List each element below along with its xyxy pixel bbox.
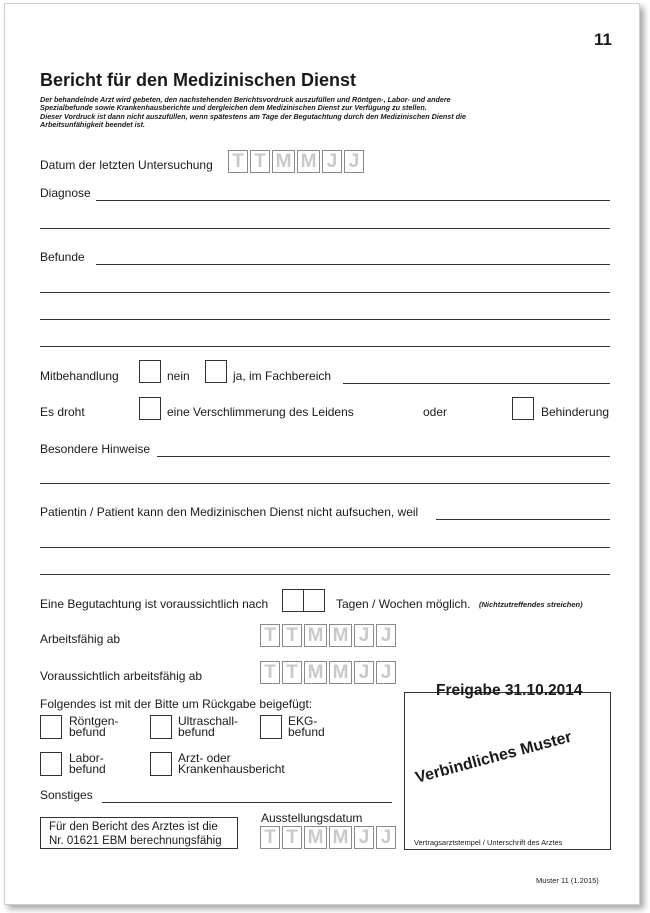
- date-cell: M: [329, 826, 352, 849]
- ebm-note-line: Für den Bericht des Arztes ist die: [49, 821, 218, 833]
- arztbericht-label: [178, 753, 285, 775]
- hinweise-label: Besondere Hinweise: [40, 442, 151, 456]
- labor-label: [69, 753, 106, 775]
- date-cell: J: [376, 661, 396, 684]
- beigefuegt-label: Folgendes ist mit der Bitte um Rückgabe beigefügt:: [40, 697, 313, 711]
- attachment-line: Arzt- oder: [178, 751, 231, 765]
- sonstiges-line[interactable]: [102, 802, 392, 803]
- date-cell: M: [304, 661, 327, 684]
- attachment-line: befund: [178, 725, 215, 739]
- patient-reason-line[interactable]: [40, 574, 610, 575]
- befunde-label: Befunde: [40, 250, 85, 264]
- intro-line: Spezialbefunde sowie Krankenhausberichte und dergleichen dem Medizinischen Dienst zur Verfügung zu stellen.: [40, 103, 427, 113]
- attachment-line: Labor-: [69, 751, 104, 765]
- date-cell: T: [260, 624, 280, 647]
- intro-line: Der behandelnde Arzt wird gebeten, den nachstehenden Berichtsvordruck auszufüllen und Röntgen-, Labor- und andere: [40, 95, 451, 104]
- date-cell: M: [272, 150, 295, 173]
- begutachtung-label: Eine Begutachtung ist voraussichtlich nach: [40, 597, 269, 611]
- mitbehandlung-label: Mitbehandlung: [40, 369, 119, 383]
- ausstellungsdatum-label: Ausstellungsdatum: [261, 811, 363, 825]
- date-cell: M: [329, 624, 352, 647]
- voraussichtlich-date-field[interactable]: [260, 661, 396, 684]
- sonstiges-label: Sonstiges: [40, 788, 93, 802]
- form-footer: Muster 11 (1.2015): [536, 876, 599, 885]
- behinderung-label: Behinderung: [541, 405, 610, 419]
- voraussichtlich-label: Voraussichtlich arbeitsfähig ab: [40, 669, 203, 683]
- behinderung-checkbox[interactable]: [512, 397, 534, 420]
- date-cell: M: [297, 150, 320, 173]
- nichtzutreffendes-note: (Nichtzutreffendes streichen): [479, 600, 583, 609]
- ebm-note-line: Nr. 01621 EBM berechnungsfähig: [49, 835, 222, 847]
- date-cell: J: [344, 150, 364, 173]
- attachment-line: Krankenhausbericht: [178, 762, 285, 776]
- oder-label: oder: [423, 405, 448, 419]
- date-cell: M: [304, 624, 327, 647]
- roentgen-checkbox[interactable]: [40, 715, 62, 739]
- begutachtung-digit-2[interactable]: [303, 589, 325, 612]
- mitbehandlung-nein-checkbox[interactable]: [139, 360, 161, 383]
- befunde-line[interactable]: [96, 264, 610, 265]
- arbeitsfaehig-date-field[interactable]: [260, 624, 396, 647]
- hinweise-line[interactable]: [40, 483, 610, 484]
- date-cell: M: [304, 826, 327, 849]
- last-exam-label: Datum der letzten Untersuchung: [40, 158, 213, 172]
- stamp-caption: Vertragsarztstempel / Unterschrift des Arztes: [414, 838, 563, 847]
- arztbericht-checkbox[interactable]: [150, 752, 172, 776]
- hinweise-line[interactable]: [157, 456, 610, 457]
- es-droht-label: Es droht: [40, 405, 85, 419]
- ekg-checkbox[interactable]: [260, 715, 282, 739]
- form-title: Bericht für den Medizinischen Dienst: [40, 70, 357, 90]
- attachment-line: befund: [69, 762, 106, 776]
- date-cell: M: [329, 661, 352, 684]
- attachment-line: EKG-: [288, 714, 318, 728]
- last-exam-date-field[interactable]: [228, 150, 364, 173]
- verschlimmerung-label: eine Verschlimmerung des Leidens: [167, 405, 354, 419]
- muster-watermark: Verbindliches Muster: [413, 728, 574, 787]
- ausstellungsdatum-date-field[interactable]: [260, 826, 396, 849]
- date-cell: J: [376, 826, 396, 849]
- diagnose-line[interactable]: [96, 200, 610, 201]
- labor-checkbox[interactable]: [40, 752, 62, 776]
- date-cell: J: [354, 661, 374, 684]
- date-cell: J: [376, 624, 396, 647]
- diagnose-label: Diagnose: [40, 186, 91, 200]
- ekg-label: [288, 716, 325, 738]
- date-cell: T: [282, 624, 302, 647]
- date-cell: J: [354, 624, 374, 647]
- ebm-note-box: [40, 817, 238, 849]
- ja-fachbereich-label: ja, im Fachbereich: [233, 369, 332, 383]
- patient-reason-line[interactable]: [436, 519, 610, 520]
- begutachtung-digit-1[interactable]: [282, 589, 304, 612]
- attachment-line: befund: [288, 725, 325, 739]
- patient-reason-line[interactable]: [40, 547, 610, 548]
- intro-line: Arbeitsunfähigkeit beendet ist.: [40, 120, 146, 130]
- date-cell: T: [282, 826, 302, 849]
- verschlimmerung-checkbox[interactable]: [139, 397, 161, 420]
- attachment-line: befund: [69, 725, 106, 739]
- date-cell: J: [322, 150, 342, 173]
- befunde-line[interactable]: [40, 292, 610, 293]
- date-cell: T: [282, 661, 302, 684]
- date-cell: T: [250, 150, 270, 173]
- roentgen-label: [69, 716, 118, 738]
- date-cell: J: [354, 826, 374, 849]
- diagnose-line[interactable]: [40, 228, 610, 229]
- form-number: 11: [594, 30, 612, 49]
- ultraschall-checkbox[interactable]: [150, 715, 172, 739]
- patient-label: Patientin / Patient kann den Medizinischen Dienst nicht aufsuchen, weil: [40, 505, 419, 519]
- fachbereich-line[interactable]: [343, 383, 610, 384]
- date-cell: T: [228, 150, 248, 173]
- date-cell: T: [260, 826, 280, 849]
- intro-text: [40, 96, 600, 130]
- attachment-line: Ultraschall-: [178, 714, 239, 728]
- nein-label: nein: [167, 369, 190, 383]
- ultraschall-label: [178, 716, 238, 738]
- attachment-line: Röntgen-: [69, 714, 119, 728]
- arbeitsfaehig-label: Arbeitsfähig ab: [40, 632, 121, 646]
- mitbehandlung-ja-checkbox[interactable]: [205, 360, 227, 383]
- freigabe-watermark: Freigabe 31.10.2014: [436, 682, 583, 699]
- tage-wochen-label: Tagen / Wochen möglich.: [336, 597, 471, 611]
- date-cell: T: [260, 661, 280, 684]
- befunde-line[interactable]: [40, 319, 610, 320]
- befunde-line[interactable]: [40, 346, 610, 347]
- intro-line: Dieser Vordruck ist dann nicht auszufüllen, wenn spätestens am Tage der Begutachtung durch den Medizinischen Dienst die: [40, 111, 467, 121]
